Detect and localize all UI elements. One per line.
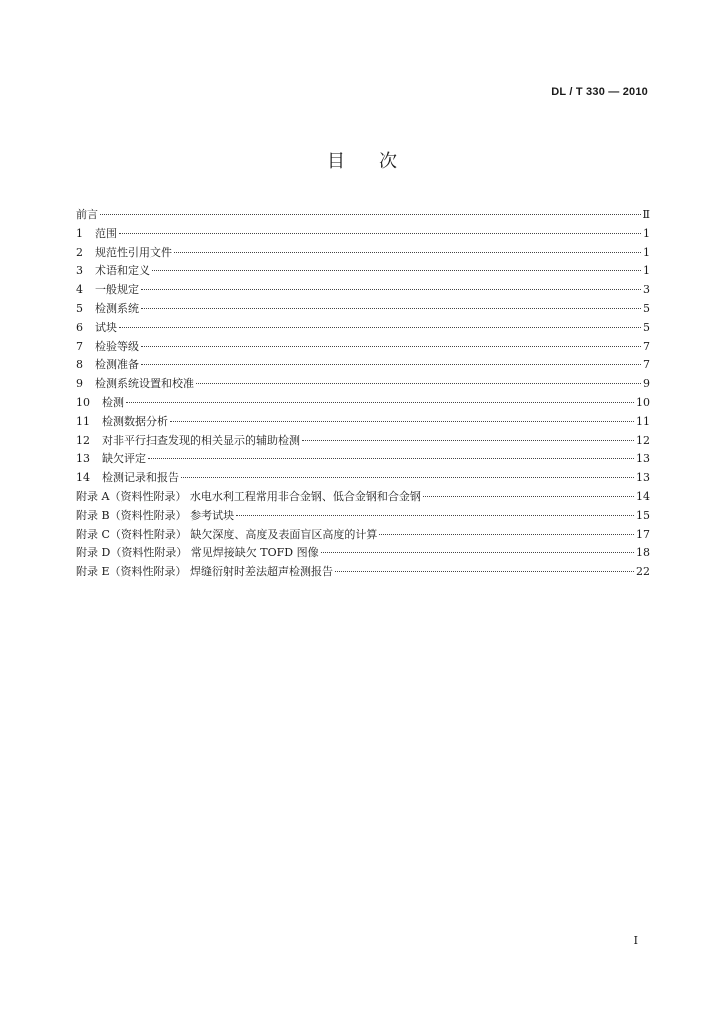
toc-entry-number: 5: [76, 301, 83, 315]
page-title: 目次: [327, 151, 431, 172]
toc-entry-title: 附录 B（资料性附录） 参考试块: [76, 508, 235, 522]
toc-entry-title: 检测记录和报告: [102, 471, 179, 485]
toc-entry-number: 9: [76, 377, 83, 391]
toc-dot-leader: [141, 345, 641, 347]
toc-entry-title: 检测系统: [95, 301, 139, 315]
toc-entry[interactable]: [76, 507, 650, 526]
toc-entry[interactable]: [76, 450, 650, 469]
toc-dot-leader: [302, 439, 634, 441]
toc-entry[interactable]: [76, 225, 650, 244]
toc-entry-page: 14: [636, 489, 650, 503]
toc-entry[interactable]: [76, 413, 650, 432]
toc-entry-label: [76, 206, 98, 225]
toc-entry-label: [76, 338, 139, 357]
toc-entry-page: Ⅱ: [642, 208, 650, 221]
toc-entry-page: 1: [643, 226, 650, 240]
toc-entry-number: 1: [76, 226, 83, 240]
toc-entry[interactable]: [76, 356, 650, 375]
toc-entry-label: [76, 319, 117, 338]
toc-entry-label: [76, 281, 139, 300]
toc-entry-number: 3: [76, 264, 83, 278]
toc-dot-leader: [152, 269, 641, 271]
toc-entry-title: 附录 A（资料性附录） 水电水利工程常用非合金钢、低合金钢和合金钢: [76, 489, 421, 503]
toc-entry-number: 7: [76, 339, 83, 353]
toc-entry-title: 缺欠评定: [102, 452, 146, 466]
toc-dot-leader: [236, 514, 634, 516]
toc-entry-page: 15: [636, 508, 650, 522]
toc-entry-page: 17: [636, 527, 650, 541]
toc-entry-number: 10: [76, 395, 90, 409]
toc-entry-title: 规范性引用文件: [95, 245, 172, 259]
toc-entry-page: 7: [643, 358, 650, 372]
toc-entry-page: 11: [636, 414, 650, 428]
toc-entry-label: [76, 244, 172, 263]
toc-entry-label: [76, 450, 146, 469]
toc-entry-label: [76, 432, 300, 451]
toc-dot-leader: [100, 213, 641, 215]
toc-entry-page: 13: [636, 452, 650, 466]
toc-entry-number: 13: [76, 452, 90, 466]
toc-entry[interactable]: [76, 244, 650, 263]
toc-entry-label: [76, 262, 150, 281]
toc-entry[interactable]: [76, 338, 650, 357]
toc-entry-page: 1: [643, 264, 650, 278]
toc-dot-leader: [379, 533, 634, 535]
toc-dot-leader: [170, 420, 634, 422]
toc-dot-leader: [126, 401, 634, 403]
toc-entry-page: 10: [636, 395, 650, 409]
toc-entry[interactable]: [76, 319, 650, 338]
toc-dot-leader: [423, 495, 634, 497]
toc-entry[interactable]: [76, 488, 650, 507]
toc-dot-leader: [321, 551, 634, 553]
toc-dot-leader: [119, 326, 641, 328]
toc-entry-label: [76, 507, 234, 526]
toc-entry-page: 9: [643, 377, 650, 391]
toc-entry-title: 附录 D（资料性附录） 常见焊接缺欠 TOFD 图像: [76, 546, 319, 560]
toc-entry-title: 检测准备: [95, 358, 139, 372]
table-of-contents: [76, 206, 650, 582]
toc-entry-title: 附录 C（资料性附录） 缺欠深度、高度及表面盲区高度的计算: [76, 527, 378, 541]
toc-entry[interactable]: [76, 375, 650, 394]
toc-entry[interactable]: [76, 432, 650, 451]
toc-entry-title: 前言: [76, 208, 98, 221]
toc-dot-leader: [119, 232, 641, 234]
toc-dot-leader: [141, 307, 641, 309]
toc-entry-label: [76, 526, 377, 545]
toc-entry[interactable]: [76, 262, 650, 281]
toc-entry-label: [76, 413, 168, 432]
toc-entry-label: [76, 225, 117, 244]
toc-entry-title: 检验等级: [95, 339, 139, 353]
toc-entry-page: 12: [636, 433, 650, 447]
toc-dot-leader: [174, 251, 641, 253]
toc-entry-label: [76, 300, 139, 319]
toc-entry-title: 试块: [95, 320, 117, 334]
toc-dot-leader: [148, 457, 634, 459]
toc-entry[interactable]: [76, 544, 650, 563]
toc-dot-leader: [141, 363, 641, 365]
toc-dot-leader: [196, 382, 641, 384]
toc-entry-page: 18: [636, 546, 650, 560]
toc-entry-title: 一般规定: [95, 283, 139, 297]
toc-entry-number: 11: [76, 414, 90, 428]
toc-entry[interactable]: [76, 394, 650, 413]
toc-entry-label: [76, 488, 421, 507]
toc-entry-label: [76, 356, 139, 375]
toc-entry-page: 22: [636, 565, 650, 579]
toc-entry-title: 对非平行扫查发现的相关显示的辅助检测: [102, 433, 300, 447]
toc-entry[interactable]: [76, 300, 650, 319]
toc-entry-title: 术语和定义: [95, 264, 150, 278]
toc-entry-title: 检测系统设置和校准: [95, 377, 194, 391]
toc-entry-label: [76, 394, 124, 413]
toc-entry-label: [76, 375, 194, 394]
toc-dot-leader: [141, 288, 641, 290]
toc-entry-number: 2: [76, 245, 83, 259]
toc-entry-page: 13: [636, 471, 650, 485]
toc-entry[interactable]: [76, 563, 650, 582]
toc-dot-leader: [335, 570, 634, 572]
toc-entry[interactable]: [76, 469, 650, 488]
toc-entry-page: 7: [643, 339, 650, 353]
toc-entry-title: 检测数据分析: [102, 414, 168, 428]
toc-entry-label: [76, 469, 179, 488]
toc-entry-number: 8: [76, 358, 83, 372]
toc-entry-page: 5: [643, 301, 650, 315]
standard-code: DL / T 330 — 2010: [551, 86, 648, 98]
toc-dot-leader: [181, 476, 634, 478]
toc-entry[interactable]: [76, 281, 650, 300]
toc-entry-title: 范围: [95, 226, 117, 240]
toc-entry-page: 5: [643, 320, 650, 334]
toc-entry-page: 3: [643, 283, 650, 297]
toc-entry-label: [76, 544, 319, 563]
toc-entry-label: [76, 563, 333, 582]
toc-entry[interactable]: [76, 526, 650, 545]
toc-entry-title: 附录 E（资料性附录） 焊缝衍射时差法超声检测报告: [76, 565, 334, 579]
toc-entry-number: 6: [76, 320, 83, 334]
page-number: I: [633, 934, 638, 947]
toc-entry-title: 检测: [102, 395, 124, 409]
toc-entry[interactable]: [76, 206, 650, 225]
toc-entry-number: 4: [76, 283, 83, 297]
toc-entry-number: 12: [76, 433, 90, 447]
toc-entry-page: 1: [643, 245, 650, 259]
toc-entry-number: 14: [76, 471, 90, 485]
